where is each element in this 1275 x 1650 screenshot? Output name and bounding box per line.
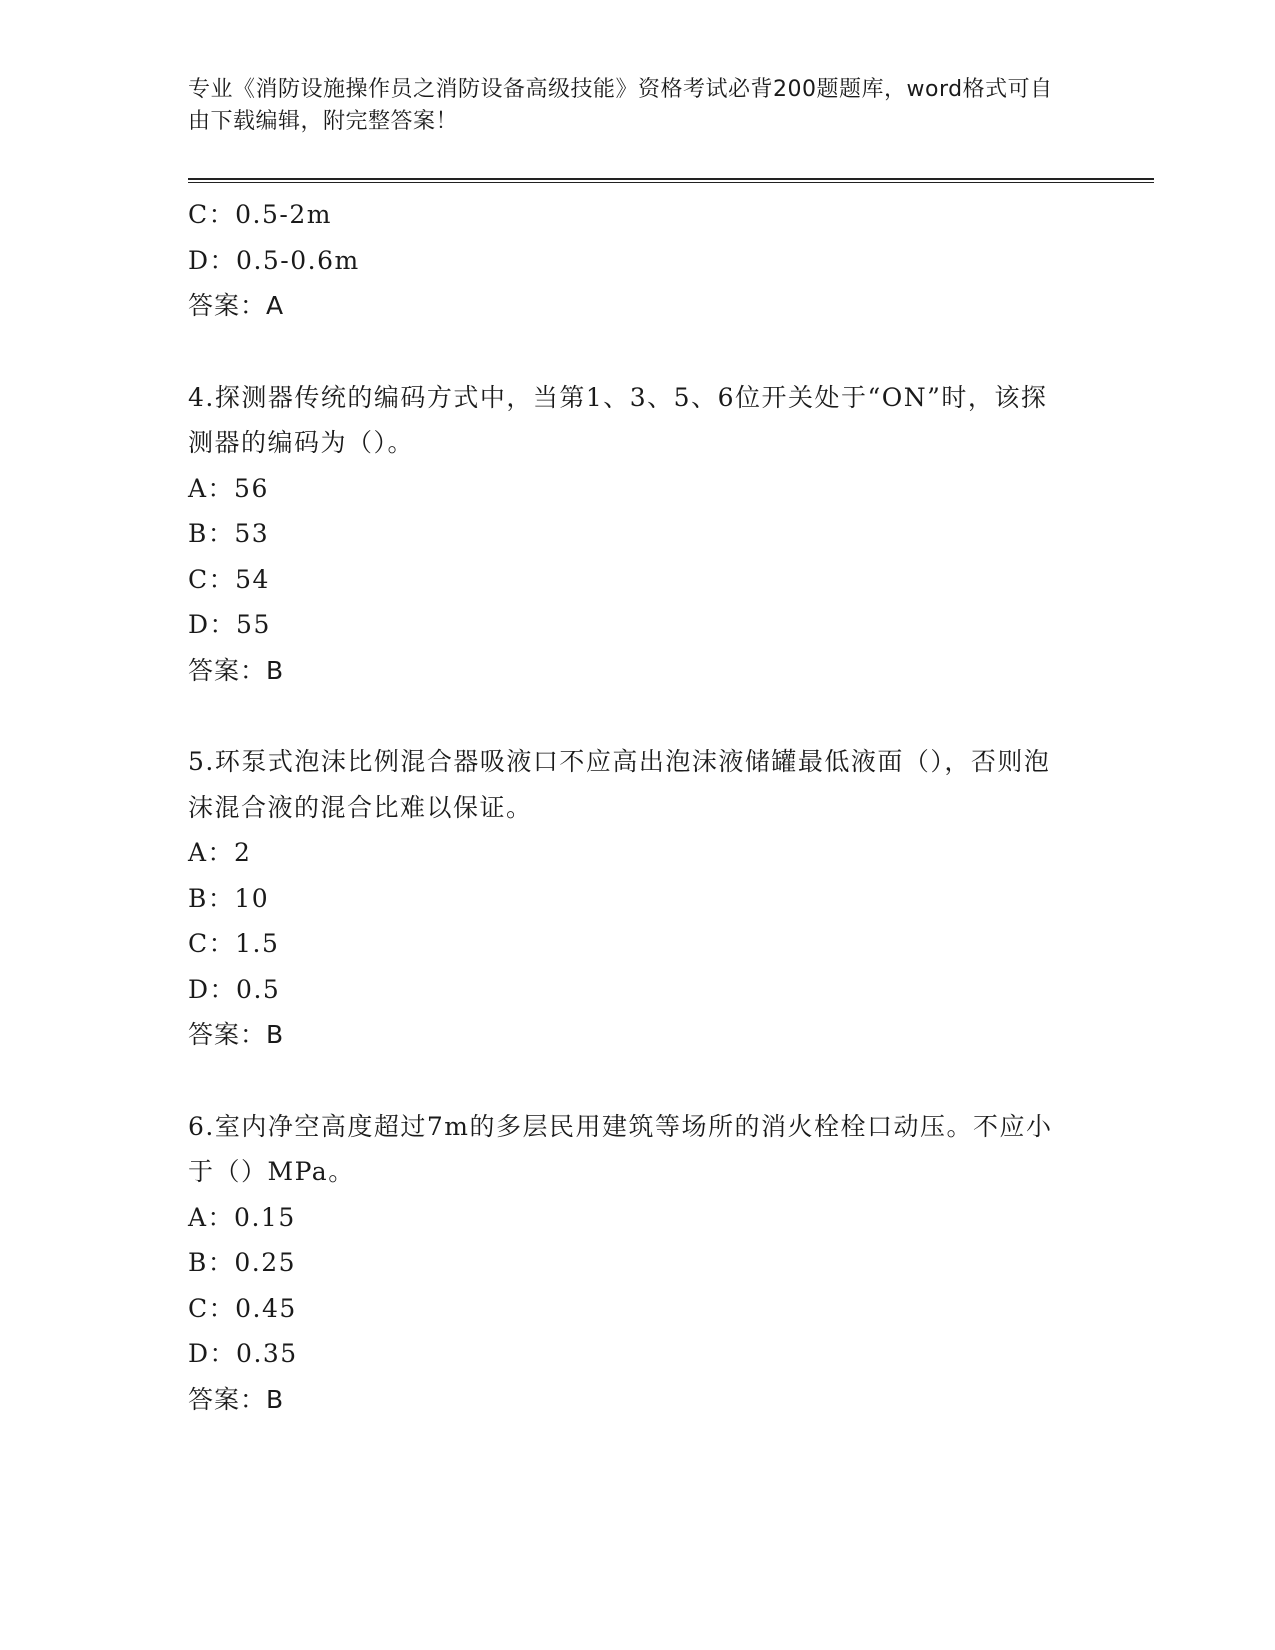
option-c: C：54 — [188, 564, 270, 594]
option-b: B：53 — [188, 519, 270, 548]
question-3-partial — [188, 192, 1068, 329]
option-b: B：10 — [188, 883, 270, 913]
question-text: 5.环泵式泡沫比例混合器吸液口不应高出泡沫液储罐最低液面（），否则泡沫混合液的混合比难以保证。 — [188, 747, 1051, 822]
question-6 — [188, 1104, 1068, 1423]
option-d: D：0.35 — [188, 1339, 298, 1368]
page-header: 专业《消防设施操作员之消防设备高级技能》资格考试必背200题题库，word格式可自由下载编辑，附完整答案！ — [188, 77, 1053, 134]
spacer — [188, 329, 1068, 375]
option-a: A：2 — [188, 838, 252, 867]
question-text: 6.室内净空高度超过7m的多层民用建筑等场所的消火栓栓口动压。不应小于（）MPa。 — [188, 1111, 1053, 1186]
option-c: C：0.45 — [188, 1293, 297, 1323]
option-c: C：0.5-2m — [188, 200, 332, 229]
answer-line: 答案：A — [188, 291, 285, 320]
answer-line: 答案：B — [188, 655, 285, 685]
document-body — [188, 192, 1068, 1422]
option-c: C：1.5 — [188, 929, 280, 958]
spacer — [188, 1058, 1068, 1104]
question-4 — [188, 375, 1068, 694]
option-a: A：56 — [188, 473, 269, 503]
answer-line: 答案：B — [188, 1384, 285, 1414]
option-a: A：0.15 — [188, 1202, 296, 1232]
option-d: D：55 — [188, 610, 271, 639]
option-d: D：0.5-0.6m — [188, 245, 360, 275]
question-text: 4.探测器传统的编码方式中，当第1、3、5、6位开关处于“ON”时，该探测器的编码为（）。 — [188, 382, 1048, 457]
header-divider — [188, 178, 1154, 183]
answer-line: 答案：B — [188, 1020, 285, 1049]
option-d: D：0.5 — [188, 974, 281, 1004]
spacer — [188, 693, 1068, 739]
option-b: B：0.25 — [188, 1248, 297, 1277]
question-5 — [188, 739, 1068, 1058]
